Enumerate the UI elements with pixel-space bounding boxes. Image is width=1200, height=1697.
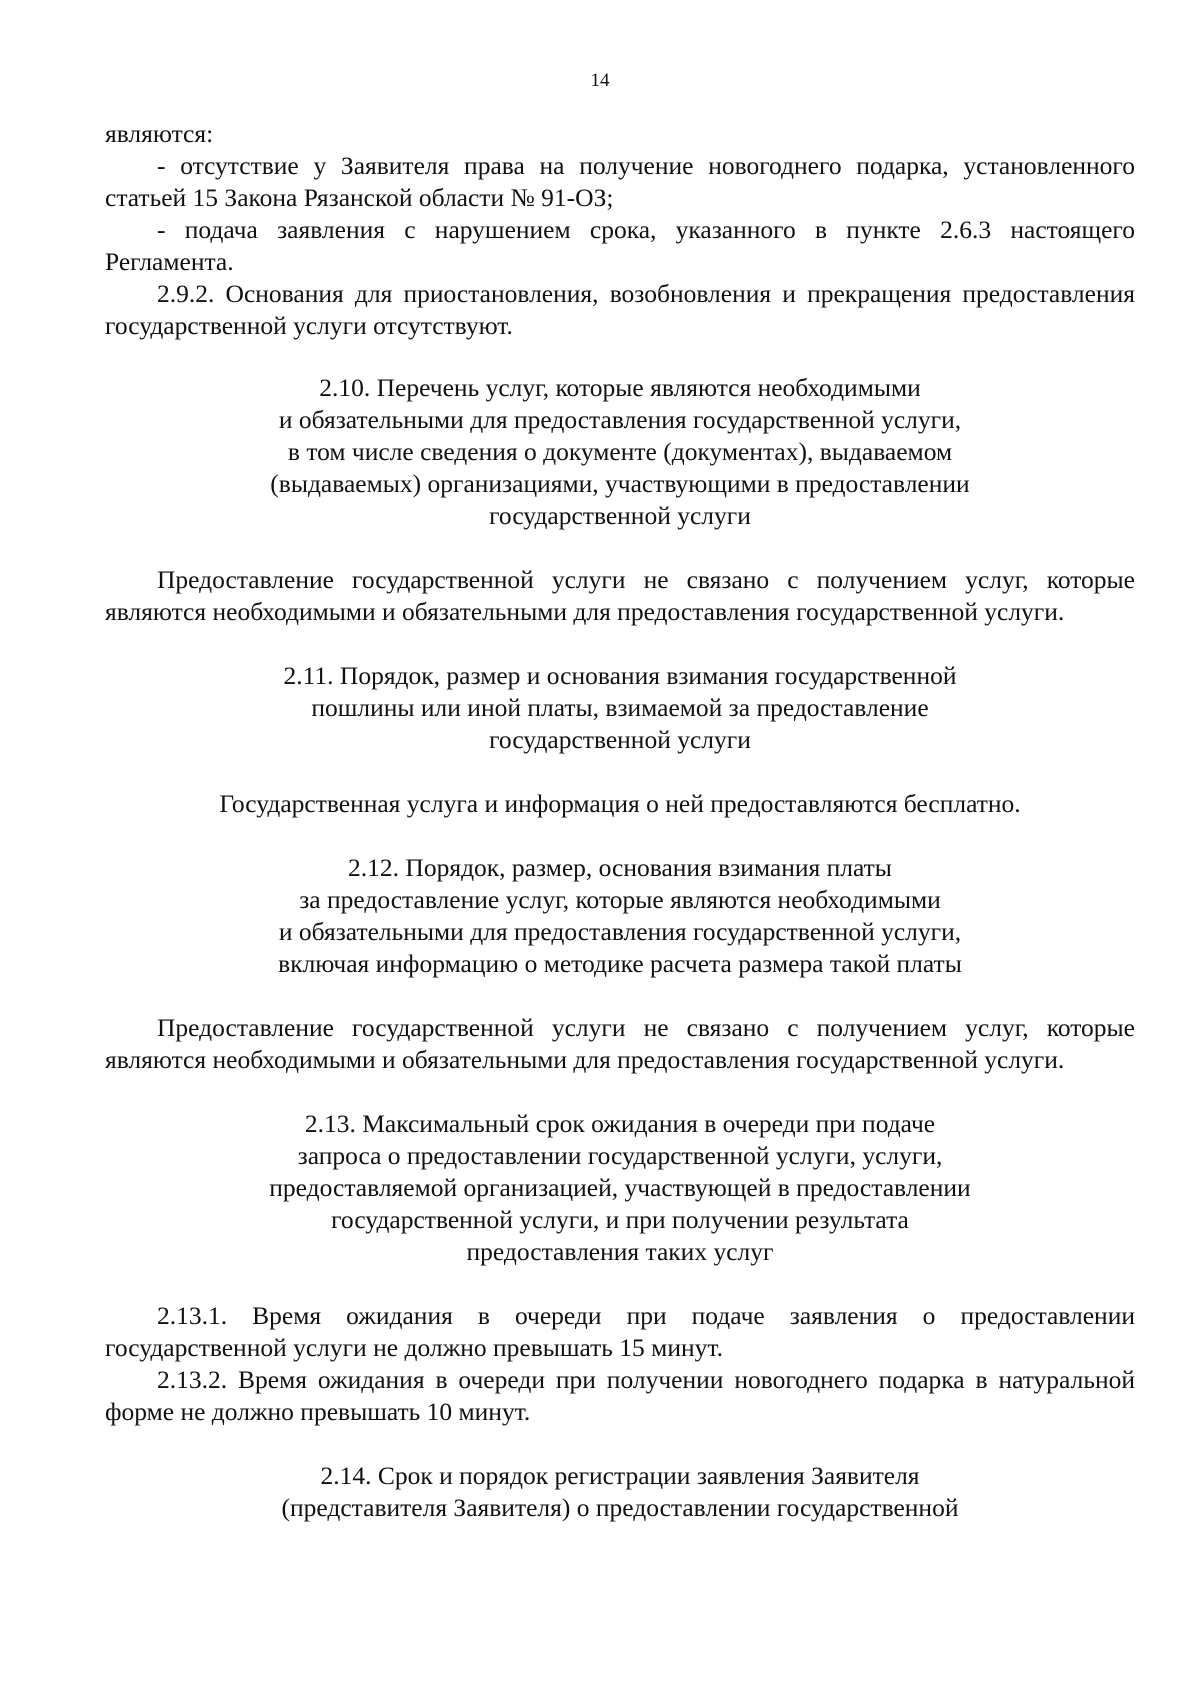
heading-line: 2.10. Перечень услуг, которые являются необходимыми <box>319 373 921 402</box>
heading-line: (выдаваемых) организациями, участвующими в предоставлении <box>270 469 970 498</box>
page-number: 14 <box>590 70 610 91</box>
heading-line: 2.12. Порядок, размер, основания взимания платы <box>348 853 892 882</box>
paragraph-2-9-2: 2.9.2. Основания для приостановления, возобновления и прекращения предоставления государственной услуги отсутствуют. <box>105 279 1135 340</box>
document-body <box>105 118 1135 1524</box>
heading-line: 2.14. Срок и порядок регистрации заявления Заявителя <box>320 1461 920 1490</box>
heading-line: 2.13. Максимальный срок ожидания в очереди при подаче <box>304 1109 936 1138</box>
paragraph-2-13-2: 2.13.2. Время ожидания в очереди при получении новогоднего подарка в натуральной форме не должно превышать 10 минут. <box>105 1365 1135 1426</box>
paragraph-2-12: Предоставление государственной услуги не связано с получением услуг, которые являются необходимыми и обязательными для предоставления государственной услуги. <box>105 1013 1135 1074</box>
heading-line: (представителя Заявителя) о предоставлении государственной <box>281 1493 959 1522</box>
heading-line: 2.11. Порядок, размер и основания взимания государственной <box>283 661 957 690</box>
heading-line: в том числе сведения о документе (документах), выдаваемом <box>287 437 953 466</box>
heading-line: государственной услуги <box>489 725 751 754</box>
paragraph-2-11: Государственная услуга и информация о ней предоставляются бесплатно. <box>219 789 1021 818</box>
heading-line: включая информацию о методике расчета размера такой платы <box>278 949 962 978</box>
heading-line: за предоставление услуг, которые являются необходимыми <box>299 885 941 914</box>
list-item-refusal-2: - подача заявления с нарушением срока, указанного в пункте 2.6.3 настоящего Регламента. <box>105 215 1135 276</box>
section-heading-2-10 <box>105 372 1135 532</box>
heading-line: и обязательными для предоставления государственной услуги, <box>278 405 962 434</box>
paragraph-2-13-1: 2.13.1. Время ожидания в очереди при подаче заявления о предоставлении государственной услуги не должно превышать 15 минут. <box>105 1301 1135 1362</box>
heading-line: пошлины или иной платы, взимаемой за предоставление <box>311 693 929 722</box>
heading-line: запроса о предоставлении государственной услуги, услуги, <box>297 1141 943 1170</box>
list-item-refusal-1: - отсутствие у Заявителя права на получение новогоднего подарка, установленного статьей 15 Закона Рязанской области № 91-ОЗ; <box>105 151 1135 212</box>
heading-line: предоставления таких услуг <box>466 1237 774 1266</box>
heading-line: предоставляемой организацией, участвующей в предоставлении <box>269 1173 971 1202</box>
section-heading-2-14 <box>105 1460 1135 1524</box>
heading-line: и обязательными для предоставления государственной услуги, <box>278 917 962 946</box>
heading-line: государственной услуги <box>489 501 751 530</box>
section-heading-2-11 <box>105 660 1135 756</box>
paragraph-2-10: Предоставление государственной услуги не связано с получением услуг, которые являются необходимыми и обязательными для предоставления государственной услуги. <box>105 565 1135 626</box>
paragraph-intro: являются: <box>105 119 214 148</box>
heading-line: государственной услуги, и при получении результата <box>331 1205 909 1234</box>
section-heading-2-13 <box>105 1108 1135 1268</box>
section-heading-2-12 <box>105 852 1135 980</box>
